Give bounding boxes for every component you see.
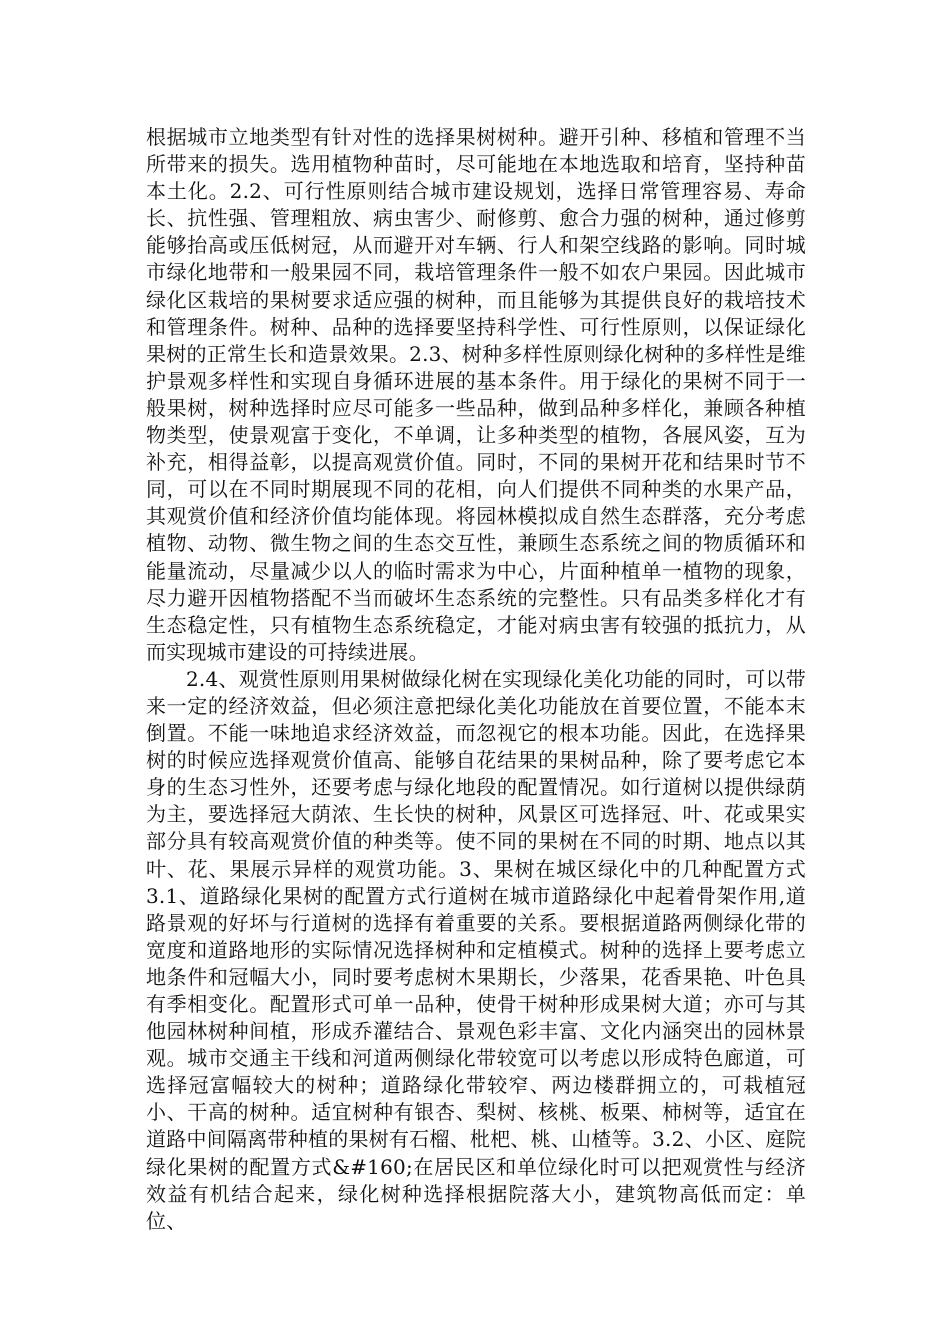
- paragraph-2: 2.4、观赏性原则用果树做绿化树在实现绿化美化功能的同时，可以带来一定的经济效益，但必须注意把绿化美化功能放在首要位置，不能本末倒置。不能一味地追求经济效益，而忽视它的根本功能。因此，在选择果树的时候应选择观赏价值高、能够自花结果的果树品种，除了要考虑它本身的生态习性外，还要考虑与绿化地段的配置情况。如行道树以提供绿荫为主，要选择冠大荫浓、生长快的树种，风景区可选择冠、叶、花或果实部分具有较高观赏价值的种类等。使不同的果树在不同的时期、地点以其叶、花、果展示异样的观赏功能。3、果树在城区绿化中的几种配置方式3.1、道路绿化果树的配置方式行道树在城市道路绿化中起着骨架作用,道路景观的好坏与行道树的选择有着重要的关系。要根据道路两侧绿化带的宽度和道路地形的实际情况选择树种和定植模式。树种的选择上要考虑立地条件和冠幅大小，同时要考虑树木果期长，少落果，花香果艳、叶色具有季相变化。配置形式可单一品种，使骨干树种形成果树大道；亦可与其他园林树种间植，形成乔灌结合、景观色彩丰富、文化内涵突出的园林景观。城市交通主干线和河道两侧绿化带较宽可以考虑以形成特色廊道，可选择冠富幅较大的树种；道路绿化带较窄、两边楼群拥立的，可栽植冠小、干高的树种。适宜树种有银杏、梨树、核桃、板栗、柿树等，适宜在道路中间隔离带种植的果树有石榴、枇杷、桃、山楂等。3.2、小区、庭院绿化果树的配置方式&#160;在居民区和单位绿化时可以把观赏性与经济效益有机结合起来，绿化树种选择根据院落大小，建筑物高低而定：单位、: [146, 666, 806, 1233]
- paragraph-1: 根据城市立地类型有针对性的选择果树树种。避开引种、移植和管理不当所带来的损失。选用植物种苗时，尽可能地在本地选取和培育，坚持种苗本土化。2.2、可行性原则结合城市建设规划，选择日常管理容易、寿命长、抗性强、管理粗放、病虫害少、耐修剪、愈合力强的树种，通过修剪能够抬高或压低树冠，从而避开对车辆、行人和架空线路的影响。同时城市绿化地带和一般果园不同，栽培管理条件一般不如农户果园。因此城市绿化区栽培的果树要求适应强的树种，而且能够为其提供良好的栽培技术和管理条件。树种、品种的选择要坚持科学性、可行性原则，以保证绿化果树的正常生长和造景效果。2.3、树种多样性原则绿化树种的多样性是维护景观多样性和实现自身循环进展的基本条件。用于绿化的果树不同于一般果树，树种选择时应尽可能多一些品种，做到品种多样化，兼顾各种植物类型，使景观富于变化，不单调，让多种类型的植物，各展风姿，互为补充，相得益彰，以提高观赏价值。同时，不同的果树开花和结果时节不同，可以在不同时期展现不同的花相，向人们提供不同种类的水果产品，其观赏价值和经济价值均能体现。将园林模拟成自然生态群落，充分考虑植物、动物、微生物之间的生态交互性，兼顾生态系统之间的物质循环和能量流动，尽量减少以人的临时需求为中心，片面种植单一植物的现象，尽力避开因植物搭配不当而破坏生态系统的完整性。只有品类多样化才有生态稳定性，只有植物生态系统稳定，才能对病虫害有较强的抵抗力，从而实现城市建设的可持续进展。: [146, 125, 806, 664]
- body-text: [146, 124, 806, 1235]
